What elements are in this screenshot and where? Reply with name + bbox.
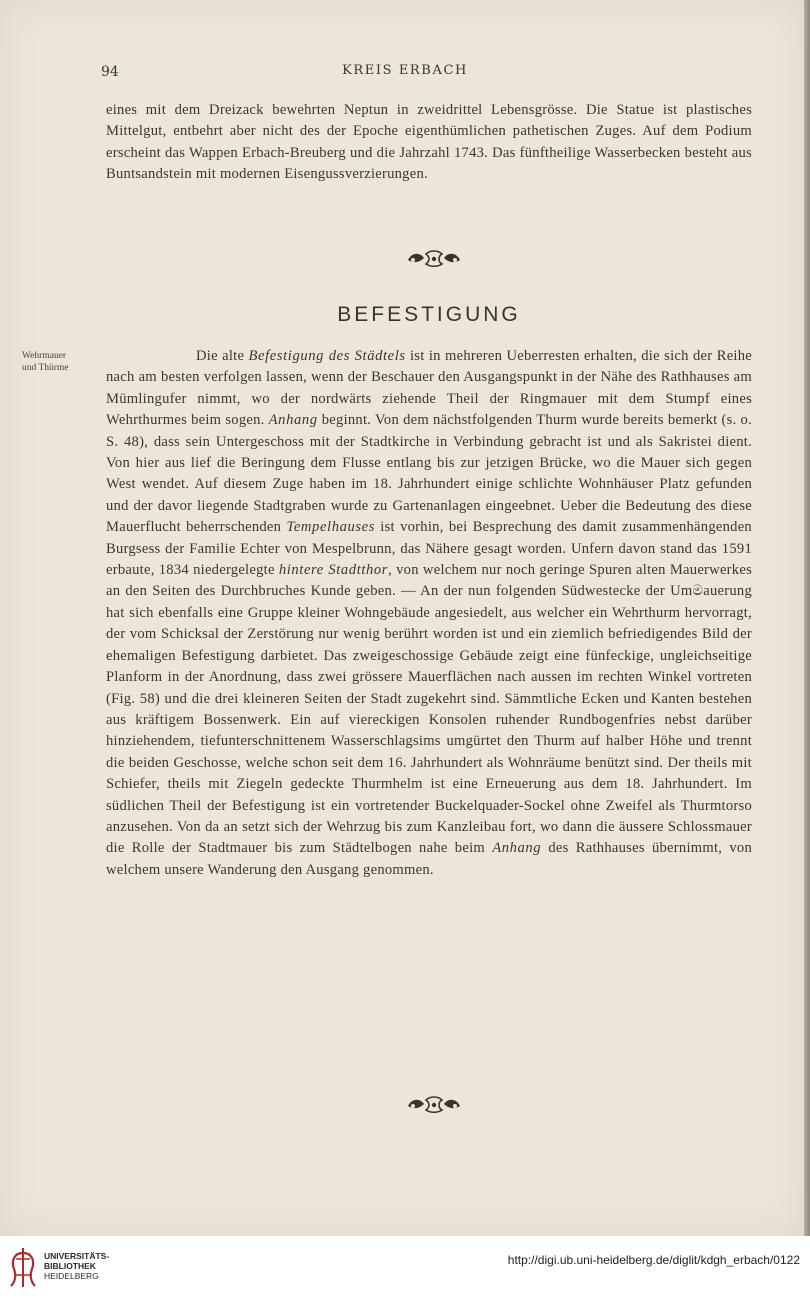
- emphasis-term: Anhang: [268, 412, 318, 429]
- body-run: des Rathhauses übernimmt, von welchem unsere Wanderung den Ausgang genommen.: [106, 840, 752, 878]
- marginal-note: [22, 350, 92, 374]
- emphasis-term: Anhang: [492, 840, 542, 857]
- emphasis-term: Tempelhauses: [286, 519, 376, 536]
- heidelberg-library-logo-icon[interactable]: [8, 1245, 38, 1290]
- library-name-line: HEIDELBERG: [44, 1271, 99, 1281]
- body-run: , von welchem nur noch geringe Spuren alten Mauerwerkes an den Seiten des Durchbruches Kunde geben. — An der nun folgenden Südwestecke der Umමauerung hat sich ebenfalls eine Gruppe kleiner Wohngebäude angesiedelt, aus welcher ein Wehrthurm hervorragt, der vom Schicksal der Zerstörung nur wenig berührt worden ist und ein ziemlich befriedigendes Bild der ehemaligen Befestigung darbietet. Das zweigeschossige Gebäude zeigt eine fünfeckige, ungleichseitige Planform in der Anordnung, dass zwei grössere Mauerflächen nach aussen im rechten Winkel vortreten (Fig. 58) und die drei kleineren Seiten der Stadt zugekehrt sind. Sämmtliche Ecken und Kanten bestehen aus kräftigem Bossenwerk. Ein auf viereckigen Konsolen ruhender Rundbogenfries nebst darüber hinziehendem, tiefunterschnittenem Wasserschlagsims umgürtet den Thurm auf halber Höhe und trennt die beiden Geschosse, welche schon seit dem 16. Jahrhundert als Wohnräume benützt sind. Der theils mit Schiefer, theils mit Ziegeln gedeckte Thurmhelm ist eine Erneuerung aus dem 18. Jahrhundert. Im südlichen Theil der Befestigung ist ein vortretender Buckelquader-Sockel ohne Zweifel als Thurmtorso anzusehen. Von da an setzt sich der Wehrzug bis zum Kanzleibau fort, wo dann die äussere Schlossmauer die Rolle der Stadtmauer bis zum Städtelbogen nahe beim: [106, 562, 752, 857]
- body-run: ist in mehreren Ueberresten erhalten, die sich der Reihe nach am besten verfolgen lassen, wenn der Beschauer den Ausgangspunkt in der Nähe des Rathhauses am Mümlingufer nimmt, wo der nordwärts ziehende Theil der Ringmauer mit dem Stumpf eines Wehrthurmes beim sogen.: [106, 348, 752, 429]
- printers-ornament-icon: [404, 248, 464, 268]
- running-title: KREIS ERBACH: [342, 63, 468, 78]
- body-run: ist vorhin, bei Besprechung des damit zusammenhängenden Burgsess der Familie Echter von Mespelbrunn, das Nähere gesagt worden. Unfern davon stand das 1591 erbaute, 1834 niedergelegte: [106, 519, 752, 579]
- library-name-line: UNIVERSITÄTS-: [44, 1251, 110, 1261]
- source-url-link[interactable]: http://digi.ub.uni-heidelberg.de/diglit/kdgh_erbach/0122: [507, 1253, 800, 1267]
- printers-ornament-icon: [404, 1094, 464, 1114]
- library-name-line: BIBLIOTHEK: [44, 1261, 96, 1271]
- library-name[interactable]: [44, 1251, 109, 1281]
- emphasis-term: hintere Stadtthor: [278, 562, 389, 579]
- intro-text: eines mit dem Dreizack bewehrten Neptun in zweidrittel Lebensgrösse. Die Statue ist plastisches Mittelgut, entbehrt aber nicht des der Epoche eigenthümlichen pathetischen Zuges. Auf dem Podium erscheint das Wappen Erbach-Breuberg und die Jahrzahl 1743. Das fünftheilige Wasserbecken besteht aus Buntsandstein mit modernen Eisengussverzierungen.: [106, 102, 752, 183]
- body-text: [106, 346, 752, 881]
- footer-bar: [0, 1236, 810, 1298]
- section-heading: BEFESTIGUNG: [337, 303, 521, 326]
- marginal-note-line: und Thürme: [22, 363, 69, 373]
- page-edge: [804, 0, 810, 1236]
- intro-paragraph: [106, 100, 752, 186]
- page-number: 94: [101, 64, 119, 80]
- body-run: beginnt. Von dem nächstfolgenden Thurm wurde bereits bemerkt (s. o. S. 48), dass sein Untergeschoss mit der Stadtkirche in Verbindung gebracht ist und als Sakristei dient. Von hier aus lief die Beringung dem Flusse entlang bis zur jetzigen Brücke, wo die Mauer sich gegen West wendet. Auf diesem Zuge haben im 18. Jahrhundert einige schlichte Wohnhäuser Platz gefunden und der davor liegende Stadtgraben wurde zu Gartenanlagen eingeebnet. Ueber die Bedeutung des diese Mauerflucht beherrschenden: [106, 412, 752, 536]
- body-paragraph: [106, 346, 752, 881]
- marginal-note-line: Wehrmauer: [22, 351, 67, 361]
- emphasis-term: Befestigung des Städtels: [248, 348, 406, 364]
- body-run: Die alte: [196, 348, 249, 364]
